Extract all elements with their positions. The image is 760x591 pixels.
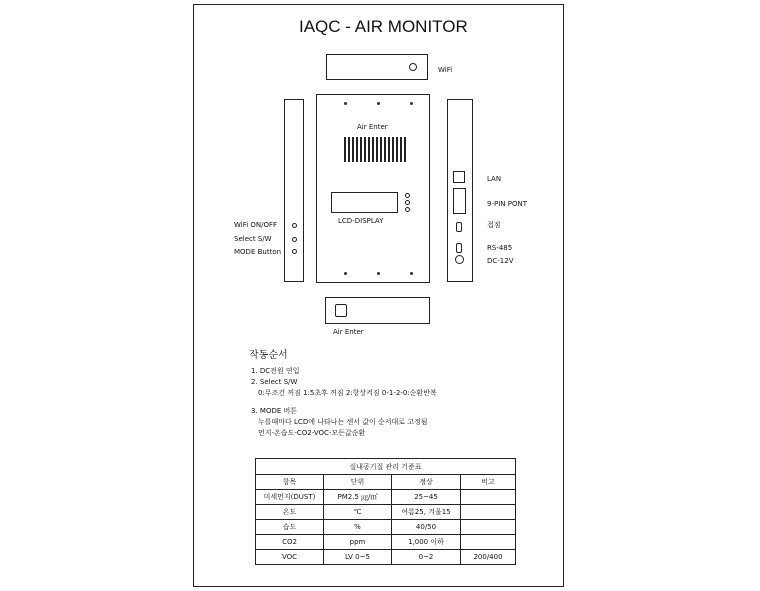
select-switch-label: Select S/W [234,235,272,243]
screw-icon [410,272,413,275]
status-led-icon [405,207,410,212]
instructions-heading: 작동순서 [249,350,288,361]
instruction-step-2: 2. Select S/W [251,378,298,386]
table-cell: 여름25, 겨울15 [392,505,461,520]
rs485-terminal-icon [456,243,462,253]
table-cell: 미세먼지(DUST) [256,490,324,505]
contact-label: 접점 [487,221,501,229]
table-row [256,520,516,535]
table-cell [461,535,516,550]
instruction-step-3: 3. MODE 버튼 [251,407,298,415]
table-cell: ℃ [324,505,392,520]
table-cell: LV 0~5 [324,550,392,565]
table-caption: 실내공기질 관리 기준표 [256,459,516,475]
table-cell: CO2 [256,535,324,550]
mode-button-label: MODE Button [234,248,282,256]
dc-jack-icon [455,255,464,264]
air-quality-standards-table [255,458,516,565]
instruction-step-3-line-1: 누를때마다 LCD에 나타나는 센서 값이 순서대로 고정됨 [258,418,428,426]
table-header-cell: 정상 [392,475,461,490]
lcd-display [331,192,398,213]
screw-icon [377,102,380,105]
table-cell [461,505,516,520]
screw-icon [377,272,380,275]
table-cell: ppm [324,535,392,550]
status-led-icon [405,200,410,205]
table-row [256,535,516,550]
instruction-step-3-line-2: 먼지-온습도-CO2-VOC-모든값순환 [258,429,366,437]
table-row [256,490,516,505]
table-cell [461,520,516,535]
table-cell: PM2.5 ㎍/㎥ [324,490,392,505]
wifi-indicator-icon [409,63,417,71]
lan-port [453,171,465,183]
screw-icon [410,102,413,105]
bottom-air-enter-label: Air Enter [333,328,364,336]
bottom-inlet-icon [335,304,347,317]
lan-label: LAN [487,175,502,183]
table-header-cell: 항목 [256,475,324,490]
table-header-cell: 단위 [324,475,392,490]
rs485-label: RS-485 [487,244,513,252]
table-cell: 200/400 [461,550,516,565]
nine-pin-label: 9-PIN PONT [487,200,527,208]
page-title: IAQC - AIR MONITOR [299,17,468,36]
table-cell: 습도 [256,520,324,535]
wifi-label: WiFi [438,66,453,74]
wifi-onoff-label: WiFi ON/OFF [234,221,278,229]
screw-icon [344,272,347,275]
left-side-panel [284,99,304,282]
mode-button-icon [292,249,297,254]
table-cell: VOC [256,550,324,565]
table-cell: 40/50 [392,520,461,535]
table-header-cell: 비고 [461,475,516,490]
lcd-label: LCD-DISPLAY [338,217,384,225]
contact-terminal-icon [456,222,462,232]
table-cell [461,490,516,505]
status-led-icon [405,193,410,198]
nine-pin-port [453,188,466,214]
table-row [256,505,516,520]
table-cell: 25~45 [392,490,461,505]
air-enter-label: Air Enter [357,123,388,131]
select-switch-icon [292,237,297,242]
table-cell: 0~2 [392,550,461,565]
table-header-row [256,475,516,490]
wifi-switch-icon [292,223,297,228]
instruction-step-1: 1. DC전원 연입 [251,367,300,375]
table-cell: 온도 [256,505,324,520]
instruction-step-2-detail: 0:무조건 꺼짐 1:5초후 꺼짐 2:항상켜짐 0-1-2-0:순환반복 [258,389,437,397]
air-vent-grille [344,137,408,162]
dc-label: DC-12V [487,257,514,265]
screw-icon [344,102,347,105]
table-cell: % [324,520,392,535]
table-row [256,550,516,565]
table-cell: 1,000 이하 [392,535,461,550]
